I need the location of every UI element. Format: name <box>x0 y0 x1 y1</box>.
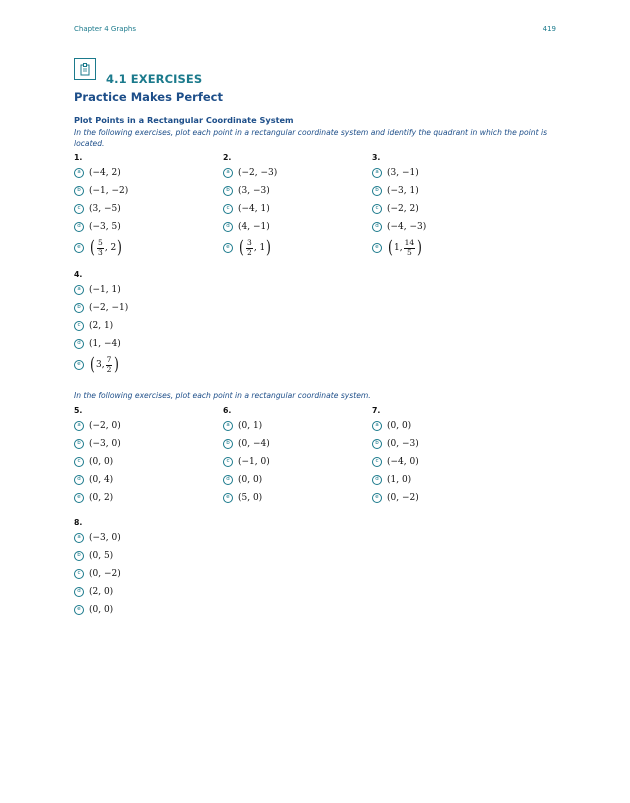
point-item <box>74 417 214 435</box>
point-item <box>74 317 214 335</box>
option-label-circle: c <box>74 569 84 579</box>
option-label-circle: e <box>223 243 233 253</box>
point-item <box>223 471 363 489</box>
option-label-circle: b <box>74 551 84 561</box>
point-item <box>223 182 363 200</box>
fraction-denominator: 2 <box>247 247 252 257</box>
exercise-icon <box>74 58 96 80</box>
subheading: Practice Makes Perfect <box>74 90 223 104</box>
point-item <box>74 583 214 601</box>
left-paren: ( <box>388 237 393 258</box>
coordinate-pair: (0, 5) <box>89 551 114 561</box>
coordinate-pair: (−2, 0) <box>89 421 121 431</box>
problem-number: 8. <box>74 518 83 527</box>
option-label-circle: d <box>372 475 382 485</box>
option-label-circle: d <box>74 475 84 485</box>
option-label-circle: c <box>372 457 382 467</box>
option-label-circle: b <box>223 439 233 449</box>
exercise-problem <box>372 406 512 507</box>
point-item <box>372 236 512 260</box>
point-item <box>74 164 214 182</box>
coordinate-pair: (0, 0) <box>89 457 114 467</box>
fraction-coordinate-pair <box>89 356 120 374</box>
exercise-problem <box>74 153 214 260</box>
option-label-circle: e <box>223 493 233 503</box>
coordinate-pair: (−3, 0) <box>89 533 121 543</box>
problem-number: 4. <box>74 270 83 279</box>
point-item <box>74 218 214 236</box>
coordinate-prefix: 3, <box>96 360 105 370</box>
option-label-circle: a <box>74 533 84 543</box>
chapter-label: Chapter 4 Graphs <box>74 25 137 33</box>
point-item <box>74 471 214 489</box>
option-label-circle: c <box>223 457 233 467</box>
instructions-2: In the following exercises, plot each point in a rectangular coordinate system. <box>74 391 371 400</box>
right-paren: ) <box>117 237 123 258</box>
option-label-circle: b <box>372 186 382 196</box>
point-item <box>372 417 512 435</box>
option-label-circle: a <box>74 168 84 178</box>
exercise-problem <box>74 270 214 377</box>
option-label-circle: d <box>74 587 84 597</box>
fraction-coordinate-pair <box>89 239 123 257</box>
coordinate-pair: (0, 0) <box>387 421 412 431</box>
option-label-circle: e <box>372 243 382 253</box>
option-label-circle: c <box>74 321 84 331</box>
left-paren: ( <box>90 354 95 375</box>
point-item <box>74 182 214 200</box>
point-item <box>74 435 214 453</box>
point-item <box>223 200 363 218</box>
point-item <box>372 453 512 471</box>
point-item <box>74 299 214 317</box>
point-item <box>74 453 214 471</box>
point-item <box>223 218 363 236</box>
option-label-circle: b <box>372 439 382 449</box>
exercise-problem <box>223 153 363 260</box>
coordinate-pair: (−1, 0) <box>238 457 270 467</box>
coordinate-pair: (3, −1) <box>387 168 419 178</box>
option-label-circle: c <box>74 457 84 467</box>
option-label-circle: a <box>74 421 84 431</box>
coordinate-pair: (0, −2) <box>387 493 419 503</box>
left-paren: ( <box>90 237 95 258</box>
coordinate-pair: (−4, 1) <box>238 204 270 214</box>
right-paren: ) <box>417 237 423 258</box>
coordinate-pair: (−2, −1) <box>89 303 129 313</box>
option-label-circle: d <box>223 222 233 232</box>
coordinate-suffix: , 1 <box>253 243 266 253</box>
coordinate-pair: (0, −3) <box>387 439 419 449</box>
coordinate-pair: (−2, −3) <box>238 168 278 178</box>
right-paren: ) <box>114 354 120 375</box>
problem-number: 7. <box>372 406 381 415</box>
fraction <box>106 356 113 374</box>
option-label-circle: a <box>223 421 233 431</box>
coordinate-pair: (−1, 1) <box>89 285 121 295</box>
option-label-circle: d <box>74 222 84 232</box>
coordinate-pair: (0, 4) <box>89 475 114 485</box>
problem-number: 2. <box>223 153 232 162</box>
coordinate-pair: (0, 1) <box>238 421 263 431</box>
point-item <box>74 601 214 619</box>
point-item <box>372 471 512 489</box>
problem-number: 6. <box>223 406 232 415</box>
exercise-problem <box>372 153 512 260</box>
coordinate-pair: (2, 0) <box>89 587 114 597</box>
fraction-numerator: 14 <box>404 238 415 247</box>
option-label-circle: c <box>74 204 84 214</box>
fraction-coordinate-pair <box>387 239 423 257</box>
coordinate-prefix: 1, <box>394 243 403 253</box>
coordinate-pair: (−2, 2) <box>387 204 419 214</box>
option-label-circle: a <box>74 285 84 295</box>
point-item <box>74 547 214 565</box>
left-paren: ( <box>239 237 244 258</box>
coordinate-pair: (3, −3) <box>238 186 270 196</box>
option-label-circle: a <box>372 168 382 178</box>
option-label-circle: c <box>372 204 382 214</box>
problem-number: 3. <box>372 153 381 162</box>
point-item <box>74 236 214 260</box>
fraction-numerator: 3 <box>247 238 252 247</box>
point-item <box>223 489 363 507</box>
point-item <box>223 417 363 435</box>
coordinate-pair: (2, 1) <box>89 321 114 331</box>
coordinate-pair: (−3, 5) <box>89 222 121 232</box>
point-item <box>372 200 512 218</box>
coordinate-pair: (4, −1) <box>238 222 270 232</box>
option-label-circle: d <box>372 222 382 232</box>
option-label-circle: e <box>74 243 84 253</box>
option-label-circle: d <box>223 475 233 485</box>
coordinate-pair: (−4, 2) <box>89 168 121 178</box>
fraction-denominator: 3 <box>98 247 103 257</box>
option-label-circle: e <box>372 493 382 503</box>
coordinate-pair: (0, 2) <box>89 493 114 503</box>
coordinate-pair: (−4, −3) <box>387 222 427 232</box>
option-label-circle: e <box>74 605 84 615</box>
point-item <box>74 281 214 299</box>
option-label-circle: b <box>74 439 84 449</box>
point-item <box>74 489 214 507</box>
coordinate-pair: (−3, 0) <box>89 439 121 449</box>
point-item <box>74 200 214 218</box>
coordinate-pair: (−4, 0) <box>387 457 419 467</box>
point-item <box>74 335 214 353</box>
exercise-problem <box>74 406 214 507</box>
point-item <box>74 565 214 583</box>
fraction-coordinate-pair <box>238 239 272 257</box>
coordinate-pair: (0, −2) <box>89 569 121 579</box>
option-label-circle: d <box>74 339 84 349</box>
exercise-problem <box>74 518 214 619</box>
coordinate-pair: (5, 0) <box>238 493 263 503</box>
fraction <box>404 239 416 257</box>
point-item <box>223 435 363 453</box>
fraction-denominator: 2 <box>106 364 112 374</box>
coordinate-pair: (0, 0) <box>238 475 263 485</box>
point-item <box>372 489 512 507</box>
option-label-circle: a <box>372 421 382 431</box>
fraction <box>246 239 253 257</box>
fraction-numerator: 7 <box>106 355 112 364</box>
coordinate-pair: (1, −4) <box>89 339 121 349</box>
coordinate-pair: (−3, 1) <box>387 186 419 196</box>
coordinate-pair: (−1, −2) <box>89 186 129 196</box>
point-item <box>74 353 214 377</box>
problem-number: 5. <box>74 406 83 415</box>
point-item <box>372 164 512 182</box>
right-paren: ) <box>266 237 272 258</box>
topic-heading: Plot Points in a Rectangular Coordinate System <box>74 115 294 125</box>
point-item <box>372 182 512 200</box>
running-head <box>74 25 556 33</box>
section-title: 4.1 EXERCISES <box>106 72 203 86</box>
point-item <box>372 435 512 453</box>
option-label-circle: c <box>223 204 233 214</box>
page-number: 419 <box>542 25 556 33</box>
option-label-circle: b <box>74 186 84 196</box>
option-label-circle: e <box>74 493 84 503</box>
coordinate-pair: (0, 0) <box>89 605 114 615</box>
exercise-problem <box>223 406 363 507</box>
point-item <box>223 453 363 471</box>
coordinate-pair: (0, −4) <box>238 439 270 449</box>
option-label-circle: b <box>223 186 233 196</box>
option-label-circle: a <box>223 168 233 178</box>
point-item <box>223 236 363 260</box>
option-label-circle: e <box>74 360 84 370</box>
problem-number: 1. <box>74 153 83 162</box>
point-item <box>74 529 214 547</box>
point-item <box>223 164 363 182</box>
fraction-denominator: 5 <box>407 247 412 257</box>
coordinate-suffix: , 2 <box>104 243 117 253</box>
fraction <box>97 239 104 257</box>
instructions-1: In the following exercises, plot each point in a rectangular coordinate system and identify the quadrant in which the point is located. <box>74 128 548 148</box>
coordinate-pair: (1, 0) <box>387 475 412 485</box>
point-item <box>372 218 512 236</box>
option-label-circle: b <box>74 303 84 313</box>
coordinate-pair: (3, −5) <box>89 204 121 214</box>
fraction-numerator: 5 <box>98 238 103 247</box>
